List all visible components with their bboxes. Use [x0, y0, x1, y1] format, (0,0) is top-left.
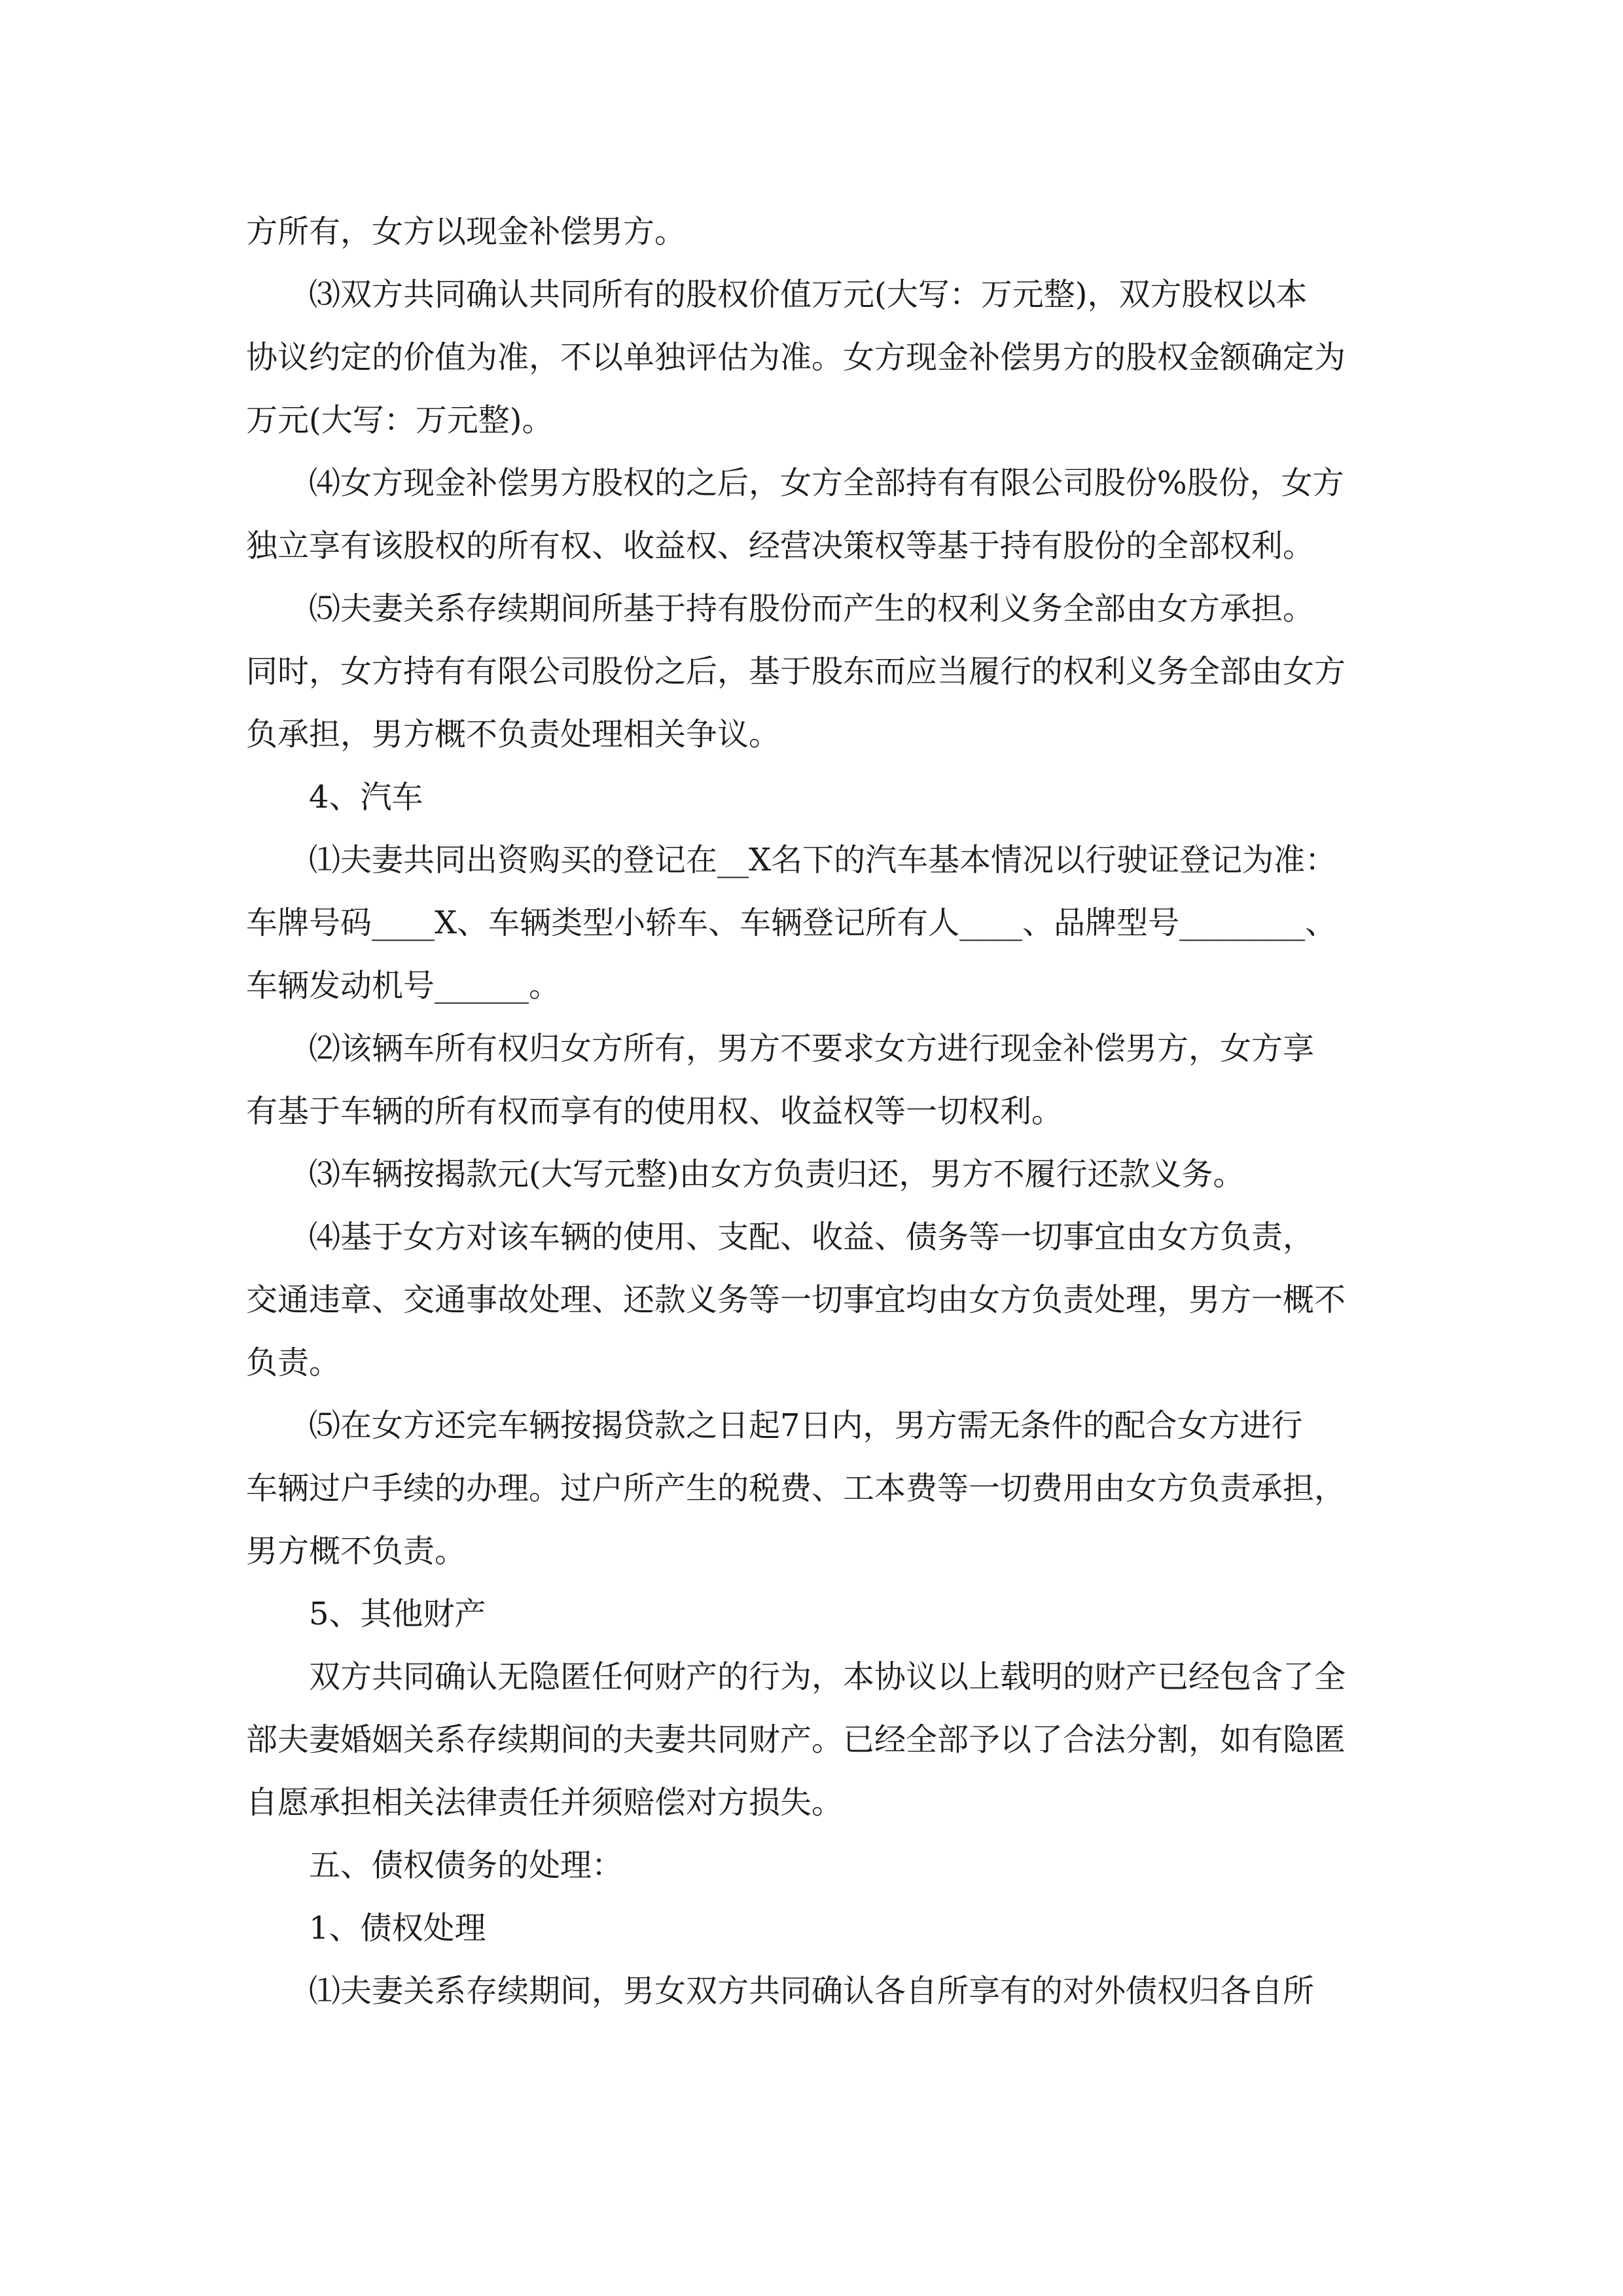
- text-line: 有基于车辆的所有权而享有的使用权、收益权等一切权利。: [246, 1093, 1063, 1130]
- text-line: 双方共同确认无隐匿任何财产的行为，本协议以上载明的财产已经包含了全: [309, 1659, 1346, 1695]
- text-line: 负承担，男方概不负责处理相关争议。: [246, 716, 781, 753]
- text-line: 负责。: [246, 1344, 341, 1381]
- text-line: 万元(大写：万元整)。: [246, 402, 554, 439]
- text-line: 交通违章、交通事故处理、还款义务等一切事宜均由女方负责处理，男方一概不: [246, 1282, 1346, 1318]
- section-heading: 五、债权债务的处理：: [309, 1847, 624, 1884]
- text-line: 独立享有该股权的所有权、收益权、经营决策权等基于持有股份的全部权利。: [246, 528, 1315, 564]
- document-body: [246, 200, 1377, 2022]
- section-heading: 1、债权处理: [309, 1910, 486, 1946]
- text-line: 自愿承担相关法律责任并须赔偿对方损失。: [246, 1784, 844, 1821]
- text-line: ⑴夫妻关系存续期间，男女双方共同确认各自所享有的对外债权归各自所: [309, 1973, 1315, 2009]
- section-heading: 5、其他财产: [309, 1596, 486, 1632]
- text-line: ⑴夫妻共同出资购买的登记在__X名下的汽车基本情况以行驶证登记为准：: [309, 842, 1337, 878]
- text-line: ⑸在女方还完车辆按揭贷款之日起7日内，男方需无条件的配合女方进行: [309, 1407, 1303, 1444]
- text-line: ⑸夫妻关系存续期间所基于持有股份而产生的权利义务全部由女方承担。: [309, 590, 1315, 627]
- text-line: 男方概不负责。: [246, 1533, 467, 1570]
- text-line: ⑶双方共同确认共同所有的股权价值万元(大写：万元整)，双方股权以本: [309, 276, 1308, 313]
- text-line: 车辆过户手续的办理。过户所产生的税费、工本费等一切费用由女方负责承担，: [246, 1470, 1346, 1507]
- text-line: ⑵该辆车所有权归女方所有，男方不要求女方进行现金补偿男方，女方享: [309, 1030, 1315, 1067]
- text-line: 车牌号码____X、车辆类型小轿车、车辆登记所有人____、品牌型号________、: [246, 905, 1337, 941]
- text-line: ⑶车辆按揭款元(大写元整)由女方负责归还，男方不履行还款义务。: [309, 1156, 1245, 1193]
- text-line: 方所有，女方以现金补偿男方。: [246, 213, 687, 250]
- text-line: 部夫妻婚姻关系存续期间的夫妻共同财产。已经全部予以了合法分割，如有隐匿: [246, 1721, 1346, 1758]
- text-line: 协议约定的价值为准，不以单独评估为准。女方现金补偿男方的股权金额确定为: [246, 339, 1346, 376]
- text-line: 车辆发动机号______。: [246, 967, 561, 1004]
- text-line: 同时，女方持有有限公司股份之后，基于股东而应当履行的权利义务全部由女方: [246, 653, 1346, 690]
- section-heading: 4、汽车: [309, 779, 423, 816]
- text-line: ⑷基于女方对该车辆的使用、支配、收益、债务等一切事宜由女方负责，: [309, 1219, 1315, 1255]
- text-line: ⑷女方现金补偿男方股权的之后，女方全部持有有限公司股份%股份，女方: [309, 465, 1344, 501]
